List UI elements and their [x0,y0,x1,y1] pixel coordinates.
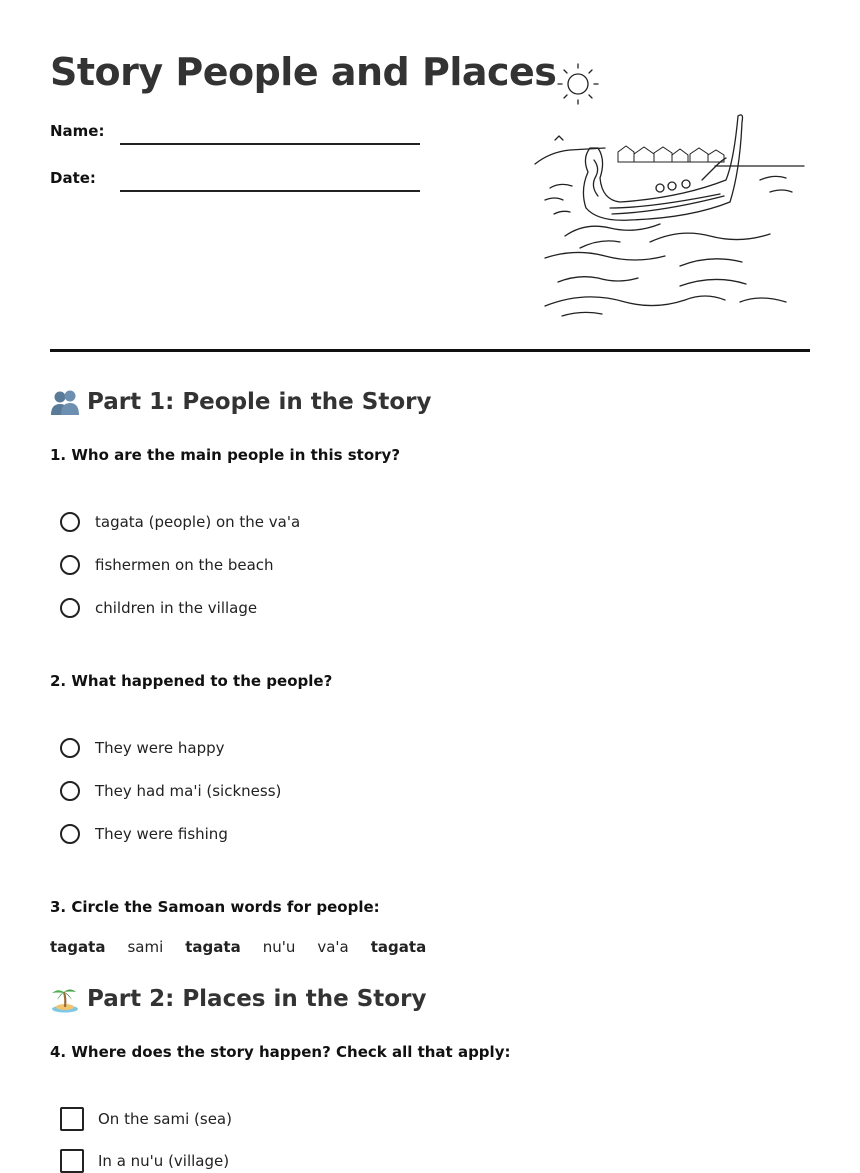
word-option[interactable]: tagata [370,938,427,956]
header-divider [50,349,810,352]
part1-title [50,388,431,416]
question-2: 2. What happened to the people? [50,672,333,690]
word-option[interactable]: va'a [317,938,349,956]
sun-icon [558,64,598,104]
word-list [50,938,448,956]
date-label: Date: [50,169,96,187]
option-label: fishermen on the beach [95,556,274,574]
q4-option-2[interactable] [60,1149,229,1173]
q1-option-1[interactable] [60,512,300,532]
canoe-illustration [530,60,810,322]
q1-option-3[interactable] [60,598,257,618]
word-option[interactable]: tagata [50,938,106,956]
date-field[interactable] [120,190,420,192]
name-field[interactable] [120,143,420,145]
q2-option-1[interactable] [60,738,225,758]
q1-option-2[interactable] [60,555,274,575]
radio-button[interactable] [60,738,80,758]
radio-button[interactable] [60,824,80,844]
question-3: 3. Circle the Samoan words for people: [50,898,380,916]
part2-title-text: Part 2: Places in the Story [87,986,427,1012]
part2-title [50,985,426,1013]
q4-option-1[interactable] [60,1107,232,1131]
q2-option-3[interactable] [60,824,228,844]
radio-button[interactable] [60,598,80,618]
page-title: Story People and Places [50,50,557,94]
option-label: They were happy [95,739,225,757]
option-label: They had ma'i (sickness) [95,782,282,800]
option-label: On the sami (sea) [98,1110,232,1128]
radio-button[interactable] [60,512,80,532]
checkbox[interactable] [60,1107,84,1131]
question-4: 4. Where does the story happen? Check all that apply: [50,1043,511,1061]
radio-button[interactable] [60,781,80,801]
palm-island-icon [50,985,80,1013]
checkbox[interactable] [60,1149,84,1173]
question-1: 1. Who are the main people in this story? [50,446,401,464]
people-icon [50,388,80,416]
word-option[interactable]: sami [127,938,164,956]
option-label: They were fishing [95,825,228,843]
radio-button[interactable] [60,555,80,575]
word-option[interactable]: nu'u [262,938,296,956]
option-label: children in the village [95,599,258,617]
part1-title-text: Part 1: People in the Story [87,389,432,415]
option-label: In a nu'u (village) [98,1152,230,1170]
name-label: Name: [50,122,105,140]
option-label: tagata (people) on the va'a [95,513,301,531]
word-option[interactable]: tagata [185,938,241,956]
q2-option-2[interactable] [60,781,281,801]
